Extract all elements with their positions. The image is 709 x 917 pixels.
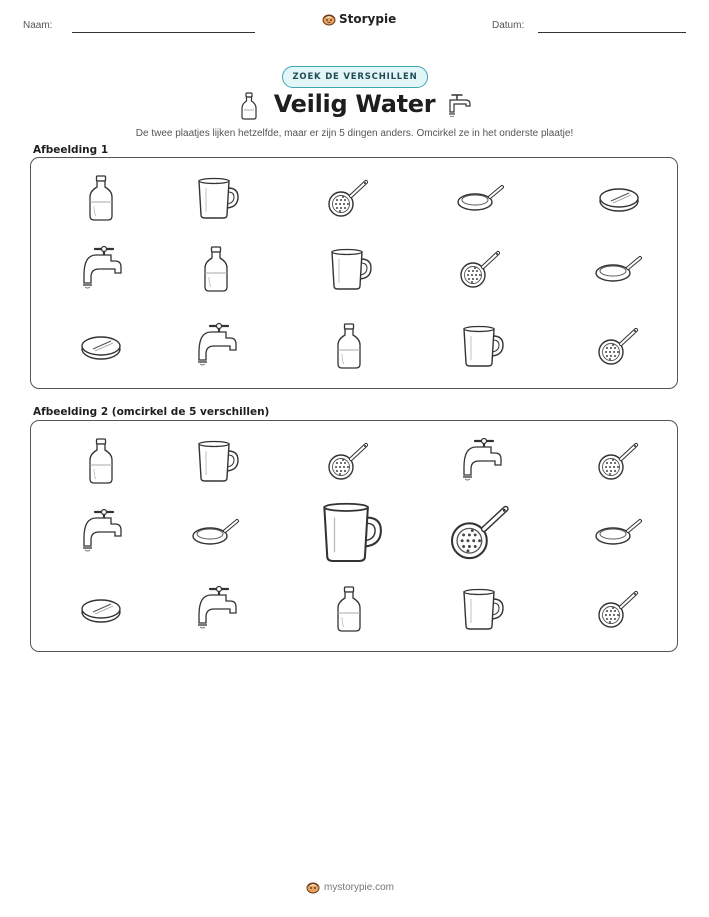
- faucet-drawing: [71, 502, 131, 562]
- page-title: Veilig Water: [273, 90, 436, 118]
- strainer-drawing: [438, 489, 525, 576]
- strainer-drawing: [319, 431, 379, 491]
- pan-drawing: [589, 239, 649, 299]
- tablet-drawing: [71, 579, 131, 639]
- pan-drawing: [451, 168, 511, 228]
- mug-drawing: [319, 239, 379, 299]
- date-line[interactable]: [538, 32, 686, 33]
- strainer-drawing: [589, 316, 649, 376]
- pie-mascot-icon: [322, 12, 336, 26]
- mug-drawing: [306, 489, 393, 576]
- strainer-drawing: [319, 168, 379, 228]
- mug-drawing: [186, 168, 246, 228]
- bottle-drawing: [319, 579, 379, 639]
- instructions: De twee plaatjes lijken hetzelfde, maar er zijn 5 dingen anders. Omcirkel ze in het onderste plaatje!: [135, 128, 574, 139]
- footer-url: mystorypie.com: [324, 881, 395, 893]
- bottle-drawing: [319, 316, 379, 376]
- strainer-drawing: [589, 431, 649, 491]
- activity-badge: ZOEK DE VERSCHILLEN: [282, 66, 428, 88]
- brand-logo: [322, 12, 396, 26]
- pan-drawing: [186, 502, 246, 562]
- pie-mascot-icon: [306, 880, 320, 894]
- name-label: Naam:: [23, 20, 53, 31]
- bottle-drawing: [186, 239, 246, 299]
- picture-2-label: Afbeelding 2 (omcirkel de 5 verschillen): [33, 406, 270, 418]
- strainer-drawing: [589, 579, 649, 639]
- faucet-icon: [444, 92, 474, 118]
- brand-name: Storypie: [339, 12, 397, 26]
- faucet-drawing: [186, 316, 246, 376]
- mug-drawing: [451, 579, 511, 639]
- strainer-drawing: [451, 239, 511, 299]
- mug-drawing: [186, 431, 246, 491]
- faucet-drawing: [186, 579, 246, 639]
- pan-drawing: [589, 502, 649, 562]
- name-line[interactable]: [72, 32, 255, 33]
- bottle-drawing: [71, 431, 131, 491]
- tablet-drawing: [71, 316, 131, 376]
- faucet-drawing: [71, 239, 131, 299]
- date-label: Datum:: [492, 20, 525, 31]
- picture-1-label: Afbeelding 1: [33, 144, 109, 156]
- tablet-drawing: [589, 168, 649, 228]
- mug-drawing: [451, 316, 511, 376]
- picture-1-panel: [30, 157, 678, 389]
- footer: [306, 880, 394, 894]
- bottle-drawing: [71, 168, 131, 228]
- faucet-drawing: [451, 431, 511, 491]
- picture-2-panel[interactable]: [30, 420, 678, 652]
